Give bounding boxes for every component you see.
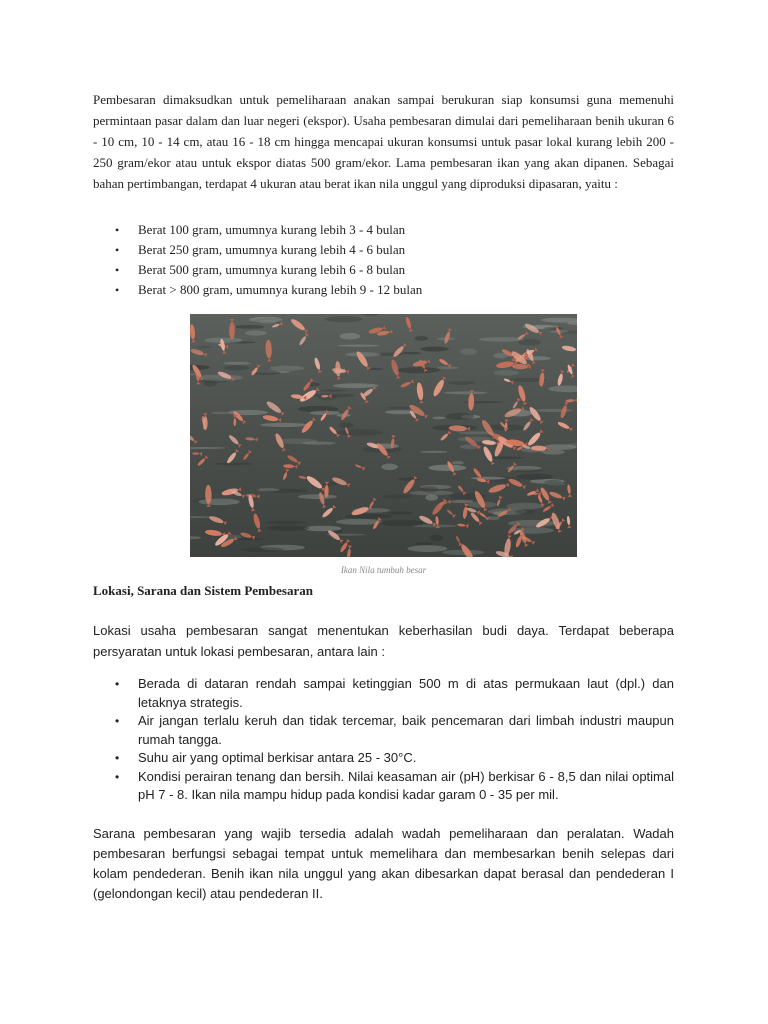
ripple [320, 390, 346, 392]
ripple [338, 345, 380, 347]
ripple [421, 347, 449, 352]
ripple [380, 520, 425, 527]
ripple [369, 368, 383, 370]
weight-duration-list [93, 220, 674, 300]
ripple [240, 547, 284, 552]
list-item: • Berat 500 gram, umumnya kurang lebih 6 - 8 bulan [93, 260, 674, 280]
requirements-list [93, 675, 674, 805]
ripple [253, 371, 281, 375]
ripple [460, 348, 477, 355]
ripple [516, 469, 542, 473]
ripple [541, 450, 564, 455]
ripple [544, 480, 561, 484]
ripple [197, 346, 212, 349]
ripple [408, 545, 448, 552]
ripple [401, 352, 421, 355]
list-item: • Berat 250 gram, umumnya kurang lebih 4 - 6 bulan [93, 240, 674, 260]
fish-pond-photo [190, 314, 577, 557]
ripple [336, 429, 382, 436]
ripple [415, 543, 434, 546]
figure-caption: Ikan Nila tumbuh besar [340, 565, 427, 575]
ripple [215, 463, 254, 465]
ripple [493, 370, 518, 376]
ripple [223, 362, 251, 365]
ripple [471, 477, 506, 480]
ripple [259, 320, 277, 325]
ripple [544, 327, 565, 330]
ripple [211, 412, 229, 414]
ripple [266, 521, 307, 525]
ripple [447, 381, 475, 385]
ripple [224, 365, 249, 370]
location-paragraph: Lokasi usaha pembesaran sangat menentukan keberhasilan budi daya. Terdapat beberapa persyaratan untuk lokasi pembesaran, antara lain : [93, 623, 674, 659]
intro-paragraph: Pembesaran dimaksudkan untuk pemeliharaan anakan sampai berukuran siap konsumsi guna memenuhi permintaan pasar dalam dan luar negeri (ekspor). Usaha pembesaran dimulai dari pemeliharaan benih ukuran 6 - 10 cm, 10 - 14 cm, atau 16 - 18 cm hingga mencapai ukuran konsumsi untuk pasar lokal kurang lebih 200 - 250 gram/ekor atau untuk ekspor diatas 500 gram/ekor. Lama pembesaran ikan yang akan dipanen. Sebagai bahan pertimbangan, terdapat 4 ukuran atau berat ikan nila unggul yang diproduksi dipasaran, yaitu : [93, 92, 674, 191]
ripple [266, 526, 309, 531]
list-item: • Berada di dataran rendah sampai ketinggian 500 m di atas permukaan laut (dpl.) dan letaknya strategis. [93, 675, 674, 712]
ripple [425, 495, 438, 501]
ripple [204, 381, 217, 387]
ripple [386, 512, 414, 515]
ripple [197, 375, 243, 381]
ripple [428, 465, 466, 471]
ripple [432, 417, 445, 420]
ripple [198, 499, 240, 506]
ripple [437, 366, 459, 369]
ripple [245, 330, 267, 335]
list-item: • Air jangan terlalu keruh dan tidak tercemar, baik pencemaran dari limbah industri maupun rumah tangga. [93, 712, 674, 749]
ripple [420, 486, 438, 492]
ripple [396, 367, 440, 373]
ripple [479, 337, 524, 342]
ripple [381, 464, 398, 471]
ripple [340, 333, 360, 340]
ripple [325, 316, 362, 322]
ripple [260, 423, 308, 427]
ripple [451, 500, 474, 503]
ripple [333, 383, 379, 388]
ripple [430, 535, 443, 542]
ripple [535, 409, 572, 412]
ripple [257, 488, 279, 491]
list-item: • Kondisi perairan tenang dan bersih. Nilai keasaman air (pH) berkisar 6 - 8,5 dan nilai optimal pH 7 - 8. Ikan nila mampu hidup pada kondisi kadar garam 0 - 35 per mil. [93, 768, 674, 805]
list-item: • Berat 100 gram, umumnya kurang lebih 3 - 4 bulan [93, 220, 674, 240]
facilities-paragraph: Sarana pembesaran yang wajib tersedia adalah wadah pemeliharaan dan peralatan. Wadah pembesaran berfungsi sebagai tempat untuk memelihara dan membesarkan benih selepas dari kolam pendederan. Benih ikan nila unggul yang akan dibesarkan dapat berasal dan pendederan I (gelondongan kecil) atau pendederan II. [93, 826, 674, 901]
ripple [234, 538, 264, 541]
section-heading: Lokasi, Sarana dan Sistem Pembesaran [93, 583, 313, 598]
ripple [415, 336, 429, 341]
ripple [383, 495, 414, 499]
ripple [444, 391, 487, 394]
ripple [516, 474, 553, 480]
fish-pond-image [190, 314, 577, 557]
ripple [420, 451, 448, 453]
list-item: • Suhu air yang optimal berkisar antara 25 - 30°C. [93, 749, 674, 768]
ripple [298, 494, 337, 499]
list-item: • Berat > 800 gram, umumnya kurang lebih 9 - 12 bulan [93, 280, 674, 300]
ripple [452, 461, 464, 464]
ripple [235, 325, 264, 329]
ripple [515, 509, 534, 514]
ripple [270, 366, 304, 371]
ripple [445, 413, 474, 420]
ripple [338, 422, 354, 428]
